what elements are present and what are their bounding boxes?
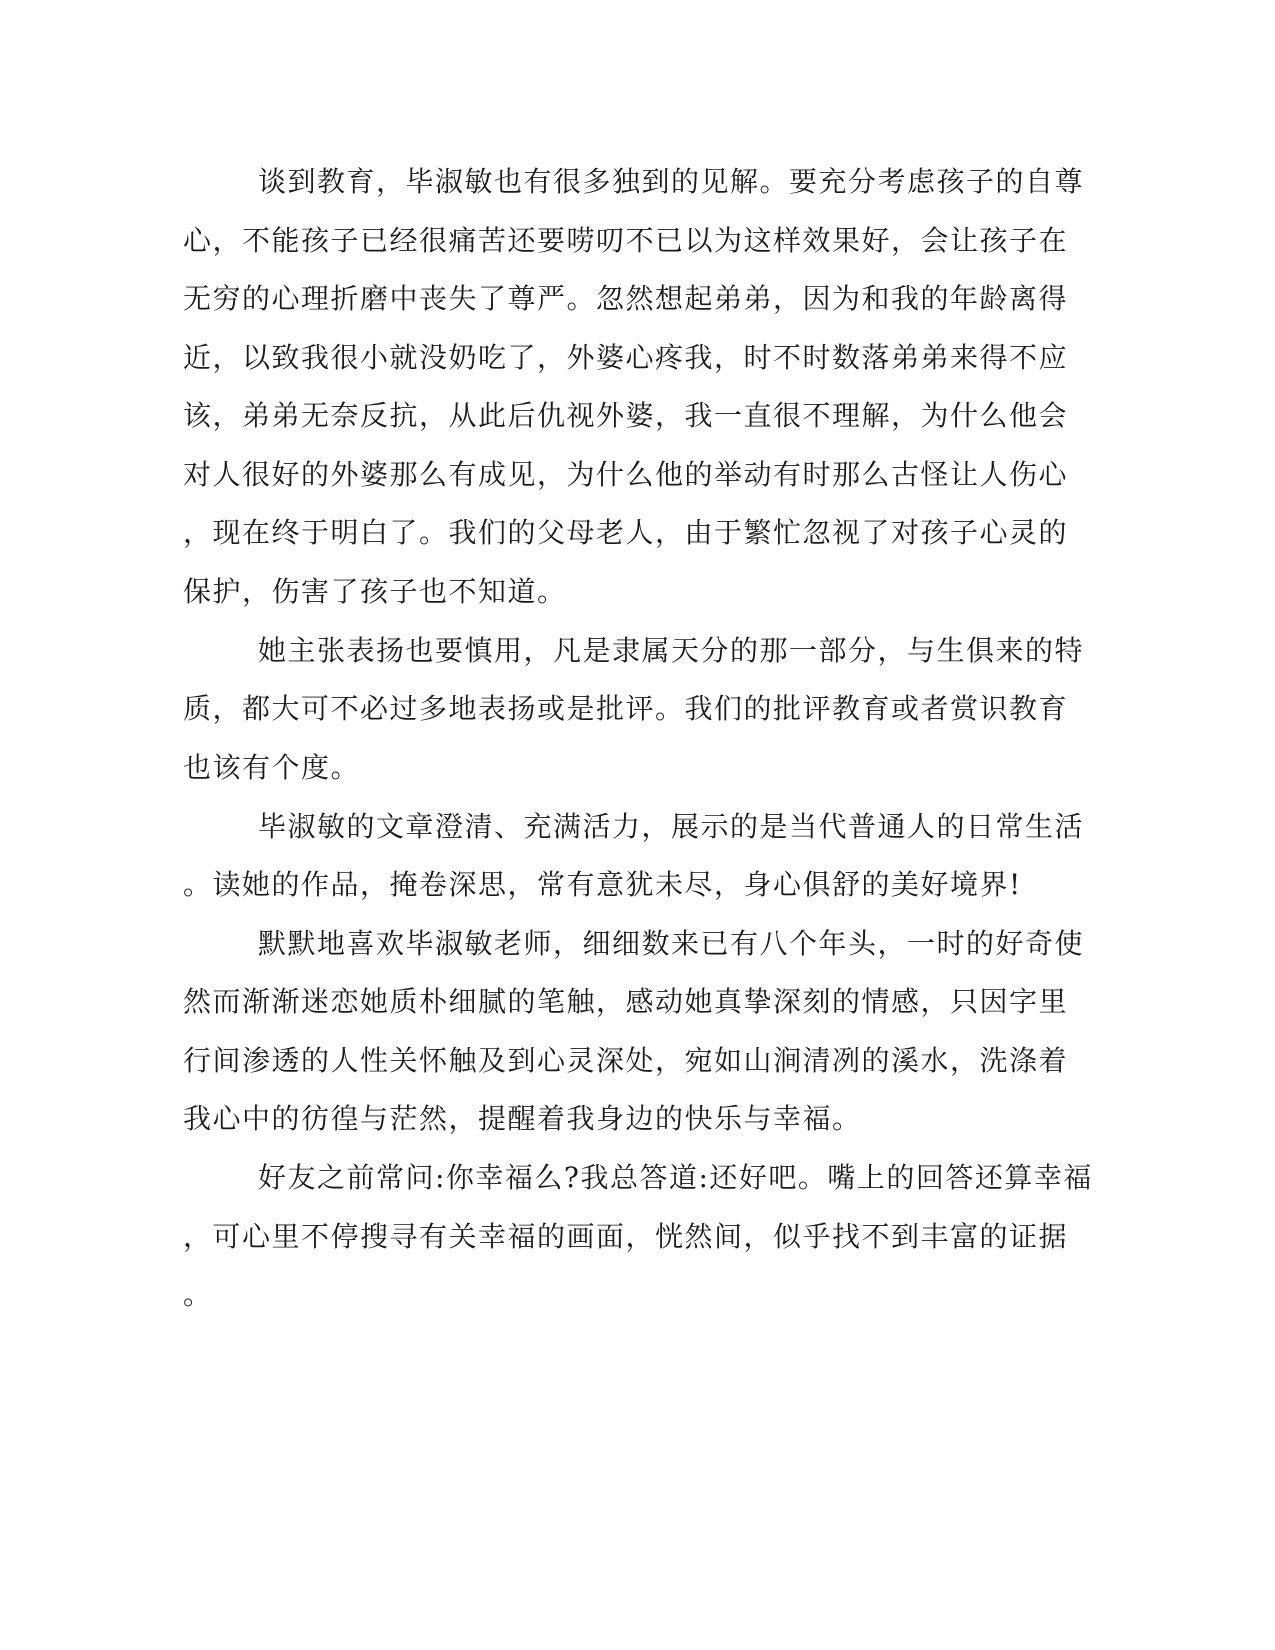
text-line: 也该有个度。 [183, 751, 361, 784]
text-line: 我心中的彷徨与茫然，提醒着我身边的快乐与幸福。 [183, 1102, 862, 1135]
text-line: 谈到教育，毕淑敏也有很多独到的见解。要充分考虑孩子的自尊 [258, 165, 1085, 198]
text-line: 。读她的作品，掩卷深思，常有意犹未尽，身心俱舒的美好境界! [183, 868, 1022, 901]
text-line: ，可心里不停搜寻有关幸福的画面，恍然间，似乎找不到丰富的证据 [183, 1220, 1069, 1253]
text-line: 对人很好的外婆那么有成见，为什么他的举动有时那么古怪让人伤心 [183, 458, 1069, 491]
text-line: 。 [183, 1278, 213, 1311]
text-line: 她主张表扬也要慎用，凡是隶属天分的那一部分，与生俱来的特 [258, 634, 1085, 667]
text-line: 行间渗透的人性关怀触及到心灵深处，宛如山涧清冽的溪水，洗涤着 [183, 1044, 1069, 1077]
text-line: 该，弟弟无奈反抗，从此后仇视外婆，我一直很不理解，为什么他会 [183, 399, 1069, 432]
text-line: 质，都大可不必过多地表扬或是批评。我们的批评教育或者赏识教育 [183, 692, 1069, 725]
text-line: 保护，伤害了孩子也不知道。 [183, 575, 567, 608]
text-line: 近，以致我很小就没奶吃了，外婆心疼我，时不时数落弟弟来得不应 [183, 341, 1069, 374]
text-line: 然而渐渐迷恋她质朴细腻的笔触，感动她真挚深刻的情感，只因字里 [183, 985, 1069, 1018]
text-line: 毕淑敏的文章澄清、充满活力，展示的是当代普通人的日常生活 [258, 810, 1085, 843]
text-line: 心，不能孩子已经很痛苦还要唠叨不已以为这样效果好，会让孩子在 [183, 224, 1069, 257]
text-line: 无穷的心理折磨中丧失了尊严。忽然想起弟弟，因为和我的年龄离得 [183, 282, 1069, 315]
text-line: 默默地喜欢毕淑敏老师，细细数来已有八个年头，一时的好奇使 [258, 927, 1085, 960]
text-line: 好友之前常问:你幸福么?我总答道:还好吧。嘴上的回答还算幸福 [258, 1161, 1093, 1194]
text-line: ，现在终于明白了。我们的父母老人，由于繁忙忽视了对孩子心灵的 [183, 516, 1069, 549]
